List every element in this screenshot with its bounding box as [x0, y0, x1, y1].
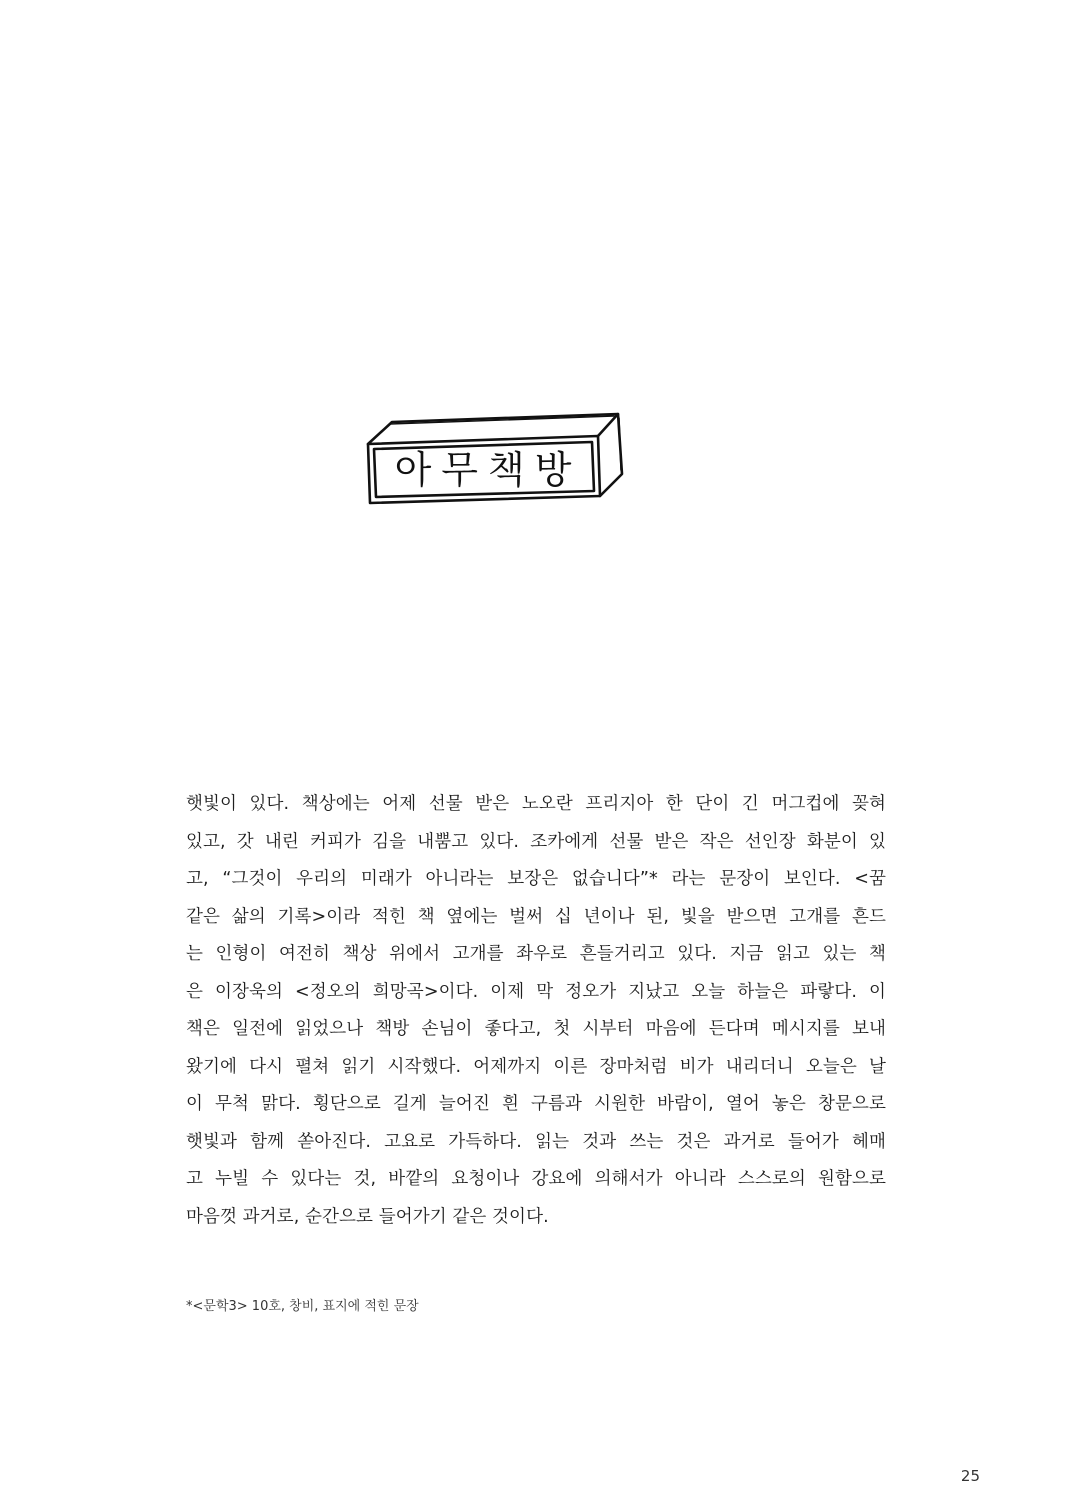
- body-paragraph: [186, 786, 886, 1236]
- body-line: 왔기에 다시 펼쳐 읽기 시작했다. 어제까지 이른 장마처럼 비가 내리더니 오늘은 날: [186, 1056, 886, 1077]
- body-line: 고 누빌 수 있다는 것, 바깥의 요청이나 강요에 의해서가 아니라 스스로의 원함으로: [186, 1169, 886, 1189]
- body-line: 있고, 갓 내린 커피가 김을 내뿜고 있다. 조카에게 선물 받은 작은 선인장 화분이 있: [186, 831, 886, 852]
- body-line: 마음껏 과거로, 순간으로 들어가기 같은 것이다.: [186, 1206, 549, 1227]
- page-number: 25: [960, 1467, 980, 1485]
- body-line: 이 무척 맑다. 횡단으로 길게 늘어진 흰 구름과 시원한 바람이, 열어 놓은 창문으로: [186, 1094, 886, 1114]
- body-line: 햇빛이 있다. 책상에는 어제 선물 받은 노오란 프리지아 한 단이 긴 머그컵에 꽂혀: [186, 794, 886, 814]
- body-line: 같은 삶의 기록>이라 적힌 책 옆에는 벌써 십 년이나 된, 빛을 받으면 고개를 흔드: [186, 906, 886, 927]
- body-line: 고, “그것이 우리의 미래가 아니라는 보장은 없습니다”* 라는 문장이 보인다. <꿈: [186, 869, 886, 889]
- body-line: 햇빛과 함께 쏟아진다. 고요로 가득하다. 읽는 것과 쓰는 것은 과거로 들어가 헤매: [186, 1131, 886, 1152]
- sign-lettering: 아무책방: [394, 448, 582, 492]
- body-line: 책은 일전에 읽었으나 책방 손님이 좋다고, 첫 시부터 마음에 든다며 메시지를 보내: [186, 1019, 886, 1039]
- footnote: *<문학3> 10호, 창비, 표지에 적힌 문장: [186, 1299, 419, 1314]
- body-line: 은 이장욱의 <정오의 희망곡>이다. 이제 막 정오가 지났고 오늘 하늘은 파랗다. 이: [186, 981, 886, 1002]
- body-line: 는 인형이 여전히 책상 위에서 고개를 좌우로 흔들거리고 있다. 지금 읽고 있는 책: [186, 944, 886, 964]
